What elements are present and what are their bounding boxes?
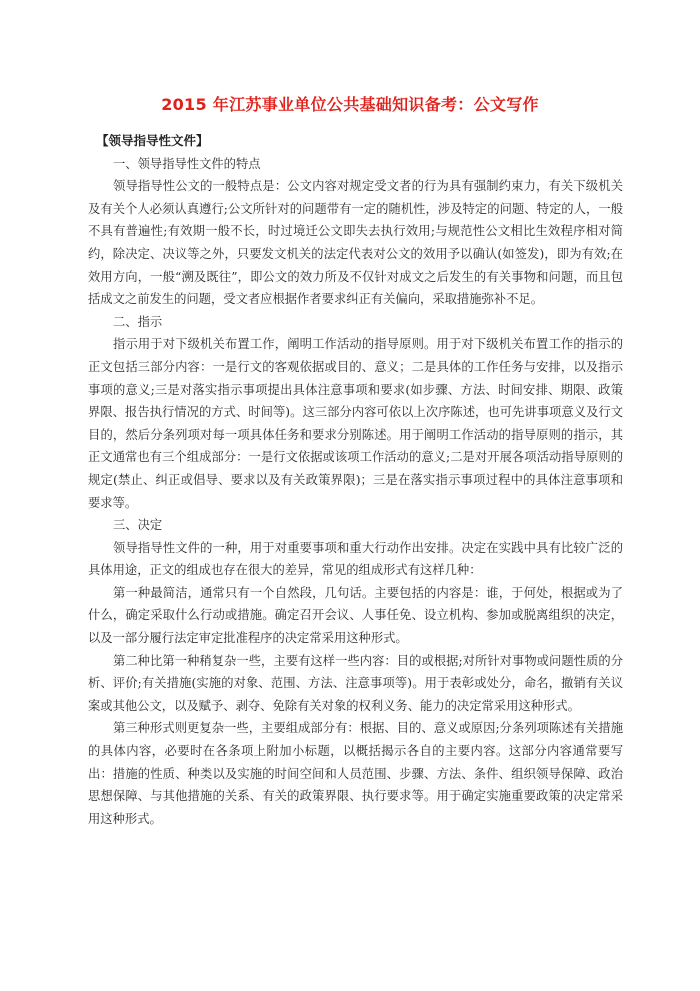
paragraph-3-4: 第三种形式则更复杂一些，主要组成部分有：根据、目的、意义或原因;分条列项陈述有关措施的具体内容，必要时在各条项上附加小标题，以概括揭示各自的主要内容。这部分内容通常要写出：措施的性质、种类以及实施的时间空间和人员范围、步骤、方法、条件、组织领导保障、政治思想保障、与其他措施的关系、有关的政策界限、执行要求等。用于确定实施重要政策的决定常采用这种形式。 <box>88 721 623 826</box>
paragraph-1-1: 领导指导性公文的一般特点是：公文内容对规定受文者的行为具有强制约束力，有关下级机关及有关个人必须认真遵行;公文所针对的问题带有一定的随机性，涉及特定的问题、特定的人，一般不具有普遍性;有效期一般不长，时过境迁公文即失去执行效用;与规范性公文相比生效程序相对简约，除决定、决议等之外，只要发文机关的法定代表对公文的效用予以确认(如签发)，即为有效;在效用方向，一般“溯及既往”，即公文的效力所及不仅针对成文之后发生的有关事物和问题，而且包括成文之前发生的问题，受文者应根据作者要求纠正有关偏向，采取措施弥补不足。 <box>88 179 623 307</box>
page-title: 2015 年江苏事业单位公共基础知识备考：公文写作 <box>161 95 539 114</box>
document-body <box>88 130 623 830</box>
paragraph-3-2: 第一种最简洁，通常只有一个自然段，几句话。主要包括的内容是：谁，于何处，根据或为了什么，确定采取什么行动或措施。确定召开会议、人事任免、设立机构、参加或脱离组织的决定，以及一部分履行法定审定批准程序的决定常采用这种形式。 <box>88 585 623 646</box>
paragraph-3-1: 领导指导性文件的一种，用于对重要事项和重大行动作出安排。决定在实践中具有比较广泛的具体用途，正文的组成也存在很大的差异，常见的组成形式有这样几种： <box>88 540 623 578</box>
section-heading-1: 一、领导指导性文件的特点 <box>113 156 261 171</box>
document-heading: 【领导指导性文件】 <box>96 133 209 148</box>
section-heading-2: 二、指示 <box>113 314 163 329</box>
paragraph-2-1: 指示用于对下级机关布置工作，阐明工作活动的指导原则。用于对下级机关布置工作的指示的正文包括三部分内容：一是行文的客观依据或目的、意义；二是具体的工作任务与安排，以及指示事项的意义;三是对落实指示事项提出具体注意事项和要求(如步骤、方法、时间安排、期限、政策界限、报告执行情况的方式、时间等)。这三部分内容可依以上次序陈述，也可先讲事项意义及行文目的，然后分条列项对每一项具体任务和要求分别陈述。用于阐明工作活动的指导原则的指示，其正文通常也有三个组成部分：一是行文依据或该项工作活动的意义;二是对开展各项活动指导原则的规定(禁止、纠正或倡导、要求以及有关政策界限)；三是在落实指示事项过程中的具体注意事项和要求等。 <box>88 337 623 510</box>
paragraph-3-3: 第二种比第一种稍复杂一些，主要有这样一些内容：目的或根据;对所针对事物或问题性质的分析、评价;有关措施(实施的对象、范围、方法、注意事项等)。用于表彰或处分，命名，撤销有关议案或其他公文，以及赋予、剥夺、免除有关对象的权利义务、能力的决定常采用这种形式。 <box>88 653 623 713</box>
section-heading-3: 三、决定 <box>113 518 163 533</box>
